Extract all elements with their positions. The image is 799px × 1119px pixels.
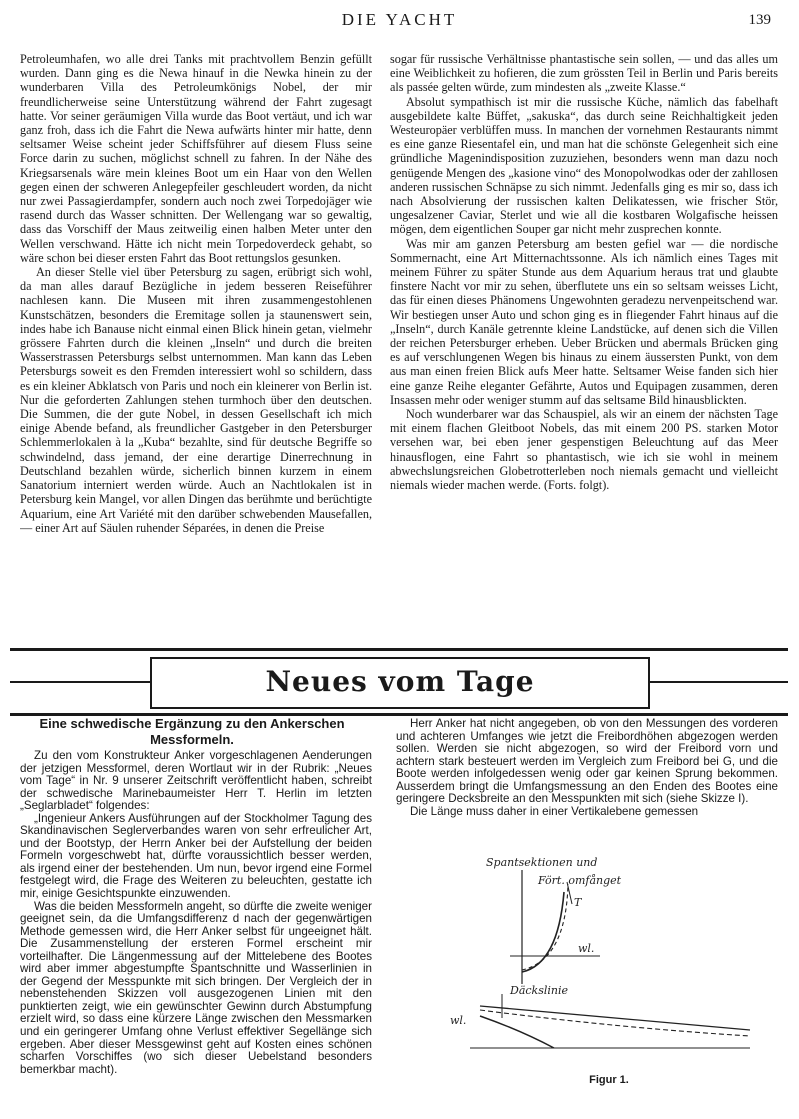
top-left-column xyxy=(20,52,372,642)
paragraph: An dieser Stelle viel über Petersburg zu sagen, erübrigt sich wohl, da man alles darauf Bezügliche in jedem besseren Reiseführer nachlesen kann. Die Museen mit ihren zusammengestohlenen Kunstschätzen, besonders die Eremitage sollen ja staunenswert sein, indes habe ich Banause nicht einmal einen Blick hinein getan, vielmehr grössere Fahrten durch die kleinen „Inseln“ und durch die breiten Wasserstrassen Petersburgs selbst unternommen. Man kann das Leben Petersburgs soweit es den Fremden interessiert wohl so schildern, dass es ein kleiner Abklatsch von Paris und noch ein kleinerer von Berlin ist. Nur die geforderten Zahlungen stehen turmhoch über den deutschen. Die Summen, die der gute Nobel, in dessen Gesellschaft ich mich einige Abende befand, als freundlicher Gastgeber in den Petersburger Schlemmerlokalen à la „Kuba“ bezahlte, sind für deutsche Begriffe so schwindelnd, dass jemand, der eine derartige Dinerrechnung in Deutschland bezahlen würde, sicherlich binnen kurzem in einem Sanatorium interniert werden würde. Auch an Nachtlokalen ist in Petersburg kein Mangel, vor allen Dingen das berühmte und berüchtigte Aquarium, eine Art Variété mit den darüber schwebenden Mausefallen, — einer Art auf Säulen ruhender Séparées, in denen die Preise xyxy=(20,265,372,535)
section-banner xyxy=(10,648,788,716)
banner-rule xyxy=(648,681,788,683)
figure-caption: Figur 1. xyxy=(589,1074,629,1086)
banner-box xyxy=(150,657,650,709)
article-right-column xyxy=(396,718,778,844)
page-number: 139 xyxy=(748,12,771,28)
figure-label: wl. xyxy=(578,942,595,955)
paragraph: „Ingenieur Ankers Ausführungen auf der Stockholmer Tagung des Skandinavischen Seglerverbandes waren von sehr erfreulicher Art, und der Bootstyp, der Herrn Anker bei der Aufstellung der beiden Formeln vorgeschwebt hat, dürfte voraussichtlich besser werden, als irgend einer der bestehenden. Um nun, bevor irgend eine Formel festgelegt wird, die Frage des Weiteren zu beleuchten, gestatte ich mir, einige Gesichtspunkte einzuwenden. xyxy=(20,811,372,901)
figure-label: Däckslinie xyxy=(510,984,568,997)
paragraph: Die Länge muss daher in einer Vertikalebene gemessen xyxy=(410,804,699,818)
article-left-column xyxy=(20,750,372,1085)
paragraph: sogar für russische Verhältnisse phantastische sein sollen, — und das alles um eine Weiblichkeit zu hofieren, die zum grössten Teil in Berlin und Paris bereits als passée gelten würde, zum mindesten als „zweite Klasse.“ xyxy=(390,52,778,95)
paragraph: Was die beiden Messformeln angeht, so dürfte die zweite weniger geeignet sein, da die Umfangsdifferenz d nach der gegenwärtigen Methode gemessen wird, die Herr Anker selbst für ungeeignet hält. Die Zusammenstellung der ersteren Formel erscheint mir vorteilhafter. Die Längenmessung auf der Mittelebene des Bootes wird aber immer abgestumpfte Spantschnitte und Wasserlinien in der Gegend der Messpunkte mit sich bringen. Der Vergleich der in nebenstehenden Skizzen voll ausgezogenen Linien mit den punktierten zeigt, wie ein gewünschter Gewinn durch Abstumpfung erzielt wird, so dass eine kürzere Länge zwischen den Messmarken und ein geringerer Umfang ohne Verlust effektiver Segellänge sich ergeben. Aber dieser Messgewinst geht auf Kosten eines schönen scharfen Vorschiffes (wo sich dieser Uebelstand besonders bemerkbar macht). xyxy=(20,899,372,1076)
paragraph: Absolut sympathisch ist mir die russische Küche, nämlich das fabelhaft ausgebildete kalte Büffet, „sakuska“, das durch seine Reichhaltigkeit jeden Westeuropäer verblüffen muss. In manchen der vornehmen Restaurants nimmt es eine ganze Riesentafel ein, und man hat die schönste Gelegenheit sich eine gründliche Magenindisposition zuzuziehen, besonders wenn man dazu noch genügende Mengen des „kasione vino“ des Monopolwodkas oder der zahllosen anderen russischen Schnäpse zu sich nimmt. Jedenfalls ging es mir so, dass ich nach Absolvierung der russischen kalten Delikatessen, wie frischer Stör, ungesalzener Caviar, Sterlet und wie all die kostbaren Wolgafische heissen mögen, dem eigentlichen Souper gar nicht mehr zusprechen konnte. xyxy=(390,94,778,237)
paragraph: Was mir am ganzen Petersburg am besten gefiel war — die nordische Sommernacht, eine Art Mitternachtssonne. Als ich nämlich eines Tages mit meinem Führer zu später Stunde aus dem Aquarium heraus trat und glaubte finstere Nacht vor mir zu sehen, überflutete uns ein so seltsam weisses Licht, das für einen dieses Phänomens Ungewohnten geradezu nervenpeitschend war. Wir bestiegen unser Auto und schon ging es in fliegender Fahrt hinaus auf die „Inseln“, durch Kanäle getrennte kleine Landstücke, auf denen sich die Villen der reichen Petersburger erheben. Ueber Brücken und abermals Brücken ging es auf verschlungenen Wegen bis hinaus zu einem äussersten Punkt, von dem aus man einen freien Blick aufs Meer hatte. Seltsamer Weise fanden sich hier eine ganze Reihe eleganter Gefährte, Autos und Equipagen zusammen, deren Insassen mehr oder weniger stumm auf das seltsame Bild hinausblickten. xyxy=(390,236,778,407)
bow-curve xyxy=(480,1016,554,1048)
figure-label: Fört. omfånget xyxy=(538,874,622,887)
banner-rule xyxy=(10,681,150,683)
figure-label: wl. xyxy=(450,1014,467,1027)
paragraph: Petroleumhafen, wo alle drei Tanks mit prachtvollem Benzin gefüllt wurden. Dann ging es die Newa hinauf in die Newka hinein zu der wunderbaren Villa des Petroleumkönigs Nobel, der mir freundlicherweise seine Unterstützung während der Fahrt zugesagt hatte. Vor seiner geräumigen Villa wurde das Boot vertäut, und ich war ganz froh, dass ich die Fahrt die Newa aufwärts hinter mir hatte, denn seltsamer Weise scheint jeder Schiffsführer auf diesem Fluss seine Force darin zu suchen, möglichst schnell zu fahren. In der Nähe des Kriegsarsenals wäre mein kleines Boot um ein Haar von den Wellen gegen einen der schweren Anlegepfeiler geschleudert worden, da nicht nur zwei Passagierdampfer, sondern auch noch zwei Torpedojäger wie rasend durch das Wasser schnitten. Der Wellengang war so gewaltig, dass das Vorschiff der Maus zeitweilig einen halben Meter unter den Wellen verschwand. Hätte ich nicht mein Torpedoverdeck gehabt, so wäre schon bei dieser ersten Fahrt das Boot rettungslos gesunken. xyxy=(20,52,372,265)
section-title: Neues vom Tage xyxy=(265,665,535,698)
running-title: DIE YACHT xyxy=(341,10,458,29)
top-right-column xyxy=(390,52,778,642)
running-head xyxy=(0,8,799,32)
figure-label: T xyxy=(574,896,582,909)
figure xyxy=(450,852,768,1092)
paragraph: Herr Anker hat nicht angegeben, ob von den Messungen des vorderen und achteren Umfanges wie jetzt die Freibordhöhen abgezogen werden sollen. Werden sie nicht abgezogen, so wird der Freibord vorn und achtern stark besteuert werden im Vergleich zum Freibord bei G, und die Boote werden infolgedessen wenig oder gar keinen Sprung bekommen. Ausserdem bringt die Umfangsmessung an den Enden des Bootes eine geringere Decksbreite an den Messpunkten mit sich (siehe Skizze I). xyxy=(396,718,778,806)
article-heading: Eine schwedische Ergänzung zu den Ankerschen Messformeln. xyxy=(39,716,345,747)
deck-line xyxy=(480,1006,750,1030)
paragraph: Noch wunderbarer war das Schauspiel, als wir an einem der nächsten Tage mit einem flachen Gleitboot Nobels, das mit einem 200 PS. starken Motor versehen war, bei eben jener gespenstigen Beleuchtung auf das Meer hinausflogen, eine Fahrt so phantastisch, wie ich sie wohl in meinem abwechslungsreichen Globetrotterleben noch niemals gemacht und vielleicht niemals wieder machen werde. (Forts. folgt). xyxy=(390,407,778,493)
paragraph: Zu den vom Konstrukteur Anker vorgeschlagenen Aenderungen der jetzigen Messformel, deren Wortlaut wir in der Rubrik: „Neues vom Tage“ in Nr. 9 unserer Zeitschrift veröffentlicht haben, schreibt der schwedische Marinebaumeister Herr T. Herlin im letzten „Seglarbladet“ folgendes: xyxy=(20,750,372,813)
figure-label: Spantsektionen und xyxy=(486,856,598,869)
